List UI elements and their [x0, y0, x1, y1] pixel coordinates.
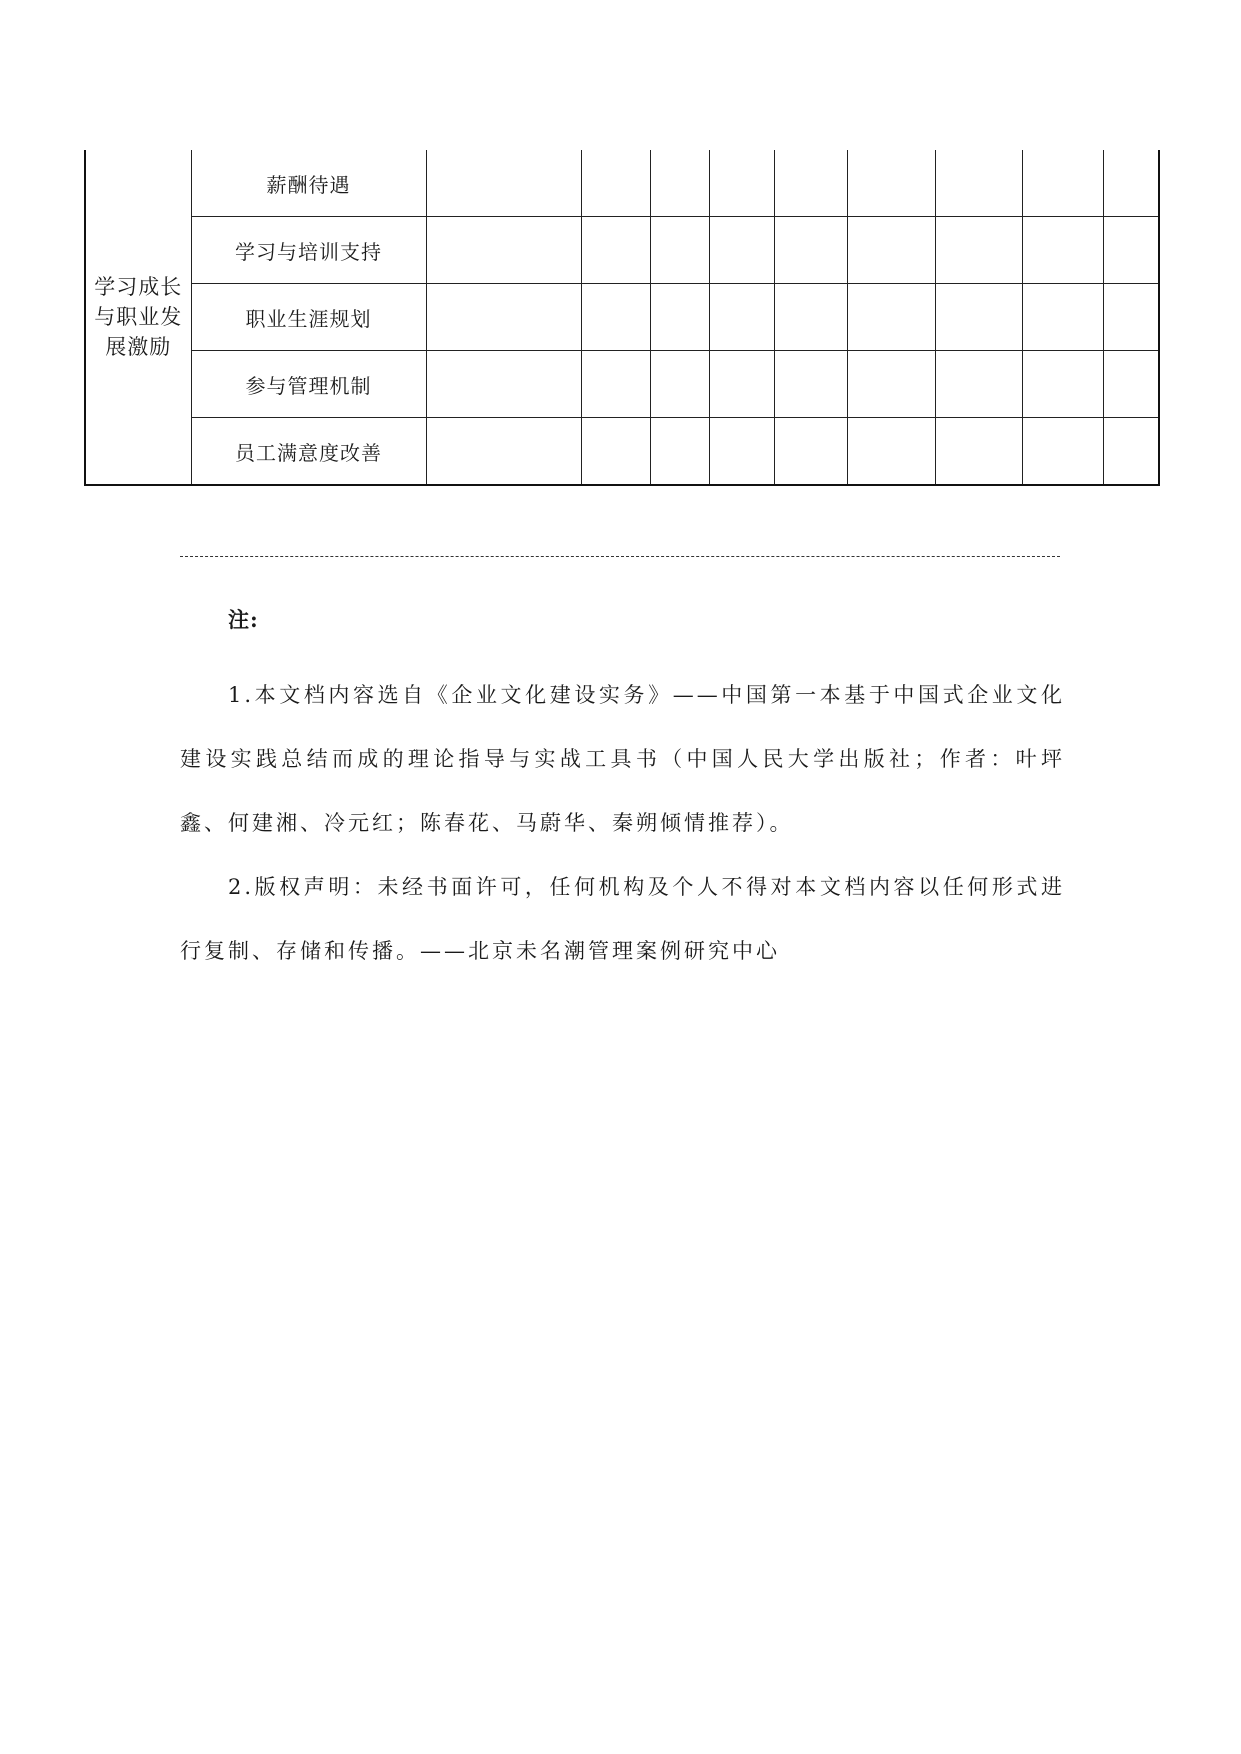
note-copyright: 2.版权声明：未经书面许可，任何机构及个人不得对本文档内容以任何形式进行复制、存储和传播。——北京未名潮管理案例研究中心 [180, 875, 1065, 963]
rating-cell [581, 284, 650, 351]
rating-cell [1022, 150, 1103, 217]
rating-cell [426, 351, 581, 418]
notes-section [180, 595, 1065, 983]
rating-cell [774, 418, 847, 486]
rating-cell [650, 217, 709, 284]
item-label: 参与管理机制 [191, 351, 426, 418]
rating-cell [581, 351, 650, 418]
rating-cell [650, 284, 709, 351]
note-source: 1.本文档内容选自《企业文化建设实务》——中国第一本基于中国式企业文化建设实践总结而成的理论指导与实战工具书（中国人民大学出版社；作者：叶坪鑫、何建湘、冷元红；陈春花、马蔚华、秦朔倾情推荐）。 [180, 683, 1065, 835]
rating-cell [774, 217, 847, 284]
section-divider [180, 556, 1060, 557]
rating-cell [581, 150, 650, 217]
category-label: 学习成长与职业发展激励 [85, 150, 191, 485]
rating-cell [709, 284, 774, 351]
rating-cell [774, 284, 847, 351]
item-label: 学习与培训支持 [191, 217, 426, 284]
rating-cell [650, 150, 709, 217]
rating-cell [426, 418, 581, 486]
rating-cell [650, 418, 709, 486]
table-row [85, 351, 1159, 418]
rating-cell [426, 217, 581, 284]
rating-cell [1103, 284, 1159, 351]
table-row [85, 418, 1159, 486]
rating-cell [709, 217, 774, 284]
table-row [85, 217, 1159, 284]
rating-cell [1103, 351, 1159, 418]
rating-cell [935, 284, 1022, 351]
rating-cell [935, 217, 1022, 284]
table-row [85, 284, 1159, 351]
item-label: 薪酬待遇 [191, 150, 426, 217]
item-label: 员工满意度改善 [191, 418, 426, 486]
rating-cell [774, 150, 847, 217]
rating-cell [581, 217, 650, 284]
rating-cell [426, 284, 581, 351]
table-row [85, 150, 1159, 217]
rating-cell [709, 418, 774, 486]
rating-cell [1103, 418, 1159, 486]
rating-cell [1022, 217, 1103, 284]
rating-cell [426, 150, 581, 217]
rating-cell [650, 351, 709, 418]
rating-cell [709, 150, 774, 217]
rating-cell [847, 351, 935, 418]
rating-cell [1022, 418, 1103, 486]
rating-cell [847, 217, 935, 284]
rating-cell [1103, 217, 1159, 284]
evaluation-table [84, 150, 1160, 486]
item-label: 职业生涯规划 [191, 284, 426, 351]
rating-cell [709, 351, 774, 418]
rating-cell [935, 150, 1022, 217]
rating-cell [935, 351, 1022, 418]
rating-cell [774, 351, 847, 418]
notes-heading: 注: [228, 607, 259, 632]
rating-cell [1022, 351, 1103, 418]
rating-cell [1103, 150, 1159, 217]
rating-cell [1022, 284, 1103, 351]
rating-cell [847, 284, 935, 351]
rating-cell [935, 418, 1022, 486]
rating-cell [847, 418, 935, 486]
rating-cell [847, 150, 935, 217]
rating-cell [581, 418, 650, 486]
